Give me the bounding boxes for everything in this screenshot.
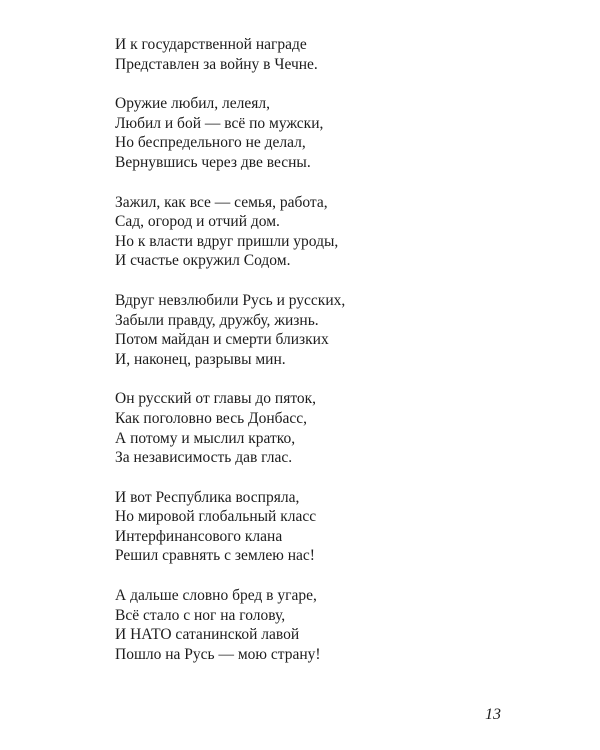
stanza-2	[115, 94, 495, 172]
poem-line: Но беспредельного не делал,	[115, 134, 306, 152]
poem-line: Оружие любил, лелеял,	[115, 95, 270, 113]
poem-line: А дальше словно бред в угаре,	[115, 587, 317, 605]
poem-line: Но к власти вдруг пришли уроды,	[115, 232, 339, 250]
poem-line: Сад, огород и отчий дом.	[115, 213, 280, 231]
poem-line: Забыли правду, дружбу, жизнь.	[115, 311, 319, 329]
poem-line: Интерфинансового клана	[115, 527, 283, 545]
poem-line: Представлен за войну в Чечне.	[115, 55, 318, 73]
poem-line: И счастье окружил Содом.	[115, 252, 291, 270]
poem-line: Но мировой глобальный класс	[115, 508, 317, 526]
poem-line: Потом майдан и смерти близких	[115, 331, 329, 349]
poem-line: Решил сравнять с землею нас!	[115, 547, 315, 565]
stanza-1	[115, 35, 495, 74]
poem-line: Он русский от главы до пяток,	[115, 390, 317, 408]
poem-line: Вдруг невзлюбили Русь и русских,	[115, 291, 346, 309]
poem-line: И НАТО сатанинской лавой	[115, 626, 300, 644]
poem-line: Вернувшись через две весны.	[115, 153, 311, 171]
stanza-5	[115, 389, 495, 467]
poem-line: А потому и мыслил кратко,	[115, 429, 296, 447]
stanza-6	[115, 488, 495, 566]
poem-line: За независимость дав глас.	[115, 449, 293, 467]
stanza-4	[115, 291, 495, 369]
poem-text	[115, 35, 495, 684]
page-number: 13	[485, 706, 501, 723]
poem-line: И вот Республика воспряла,	[115, 488, 300, 506]
poem-line: Пошло на Русь — мою страну!	[115, 645, 321, 663]
poem-line: Зажил, как все — семья, работа,	[115, 193, 328, 211]
stanza-7	[115, 586, 495, 664]
poem-line: И, наконец, разрывы мин.	[115, 350, 286, 368]
poem-line: И к государственной награде	[115, 36, 307, 53]
poem-line: Любил и бой — всё по мужски,	[115, 114, 324, 132]
poem-line: Всё стало с ног на голову,	[115, 606, 286, 624]
stanza-3	[115, 193, 495, 271]
poem-line: Как поголовно весь Донбасс,	[115, 409, 308, 427]
